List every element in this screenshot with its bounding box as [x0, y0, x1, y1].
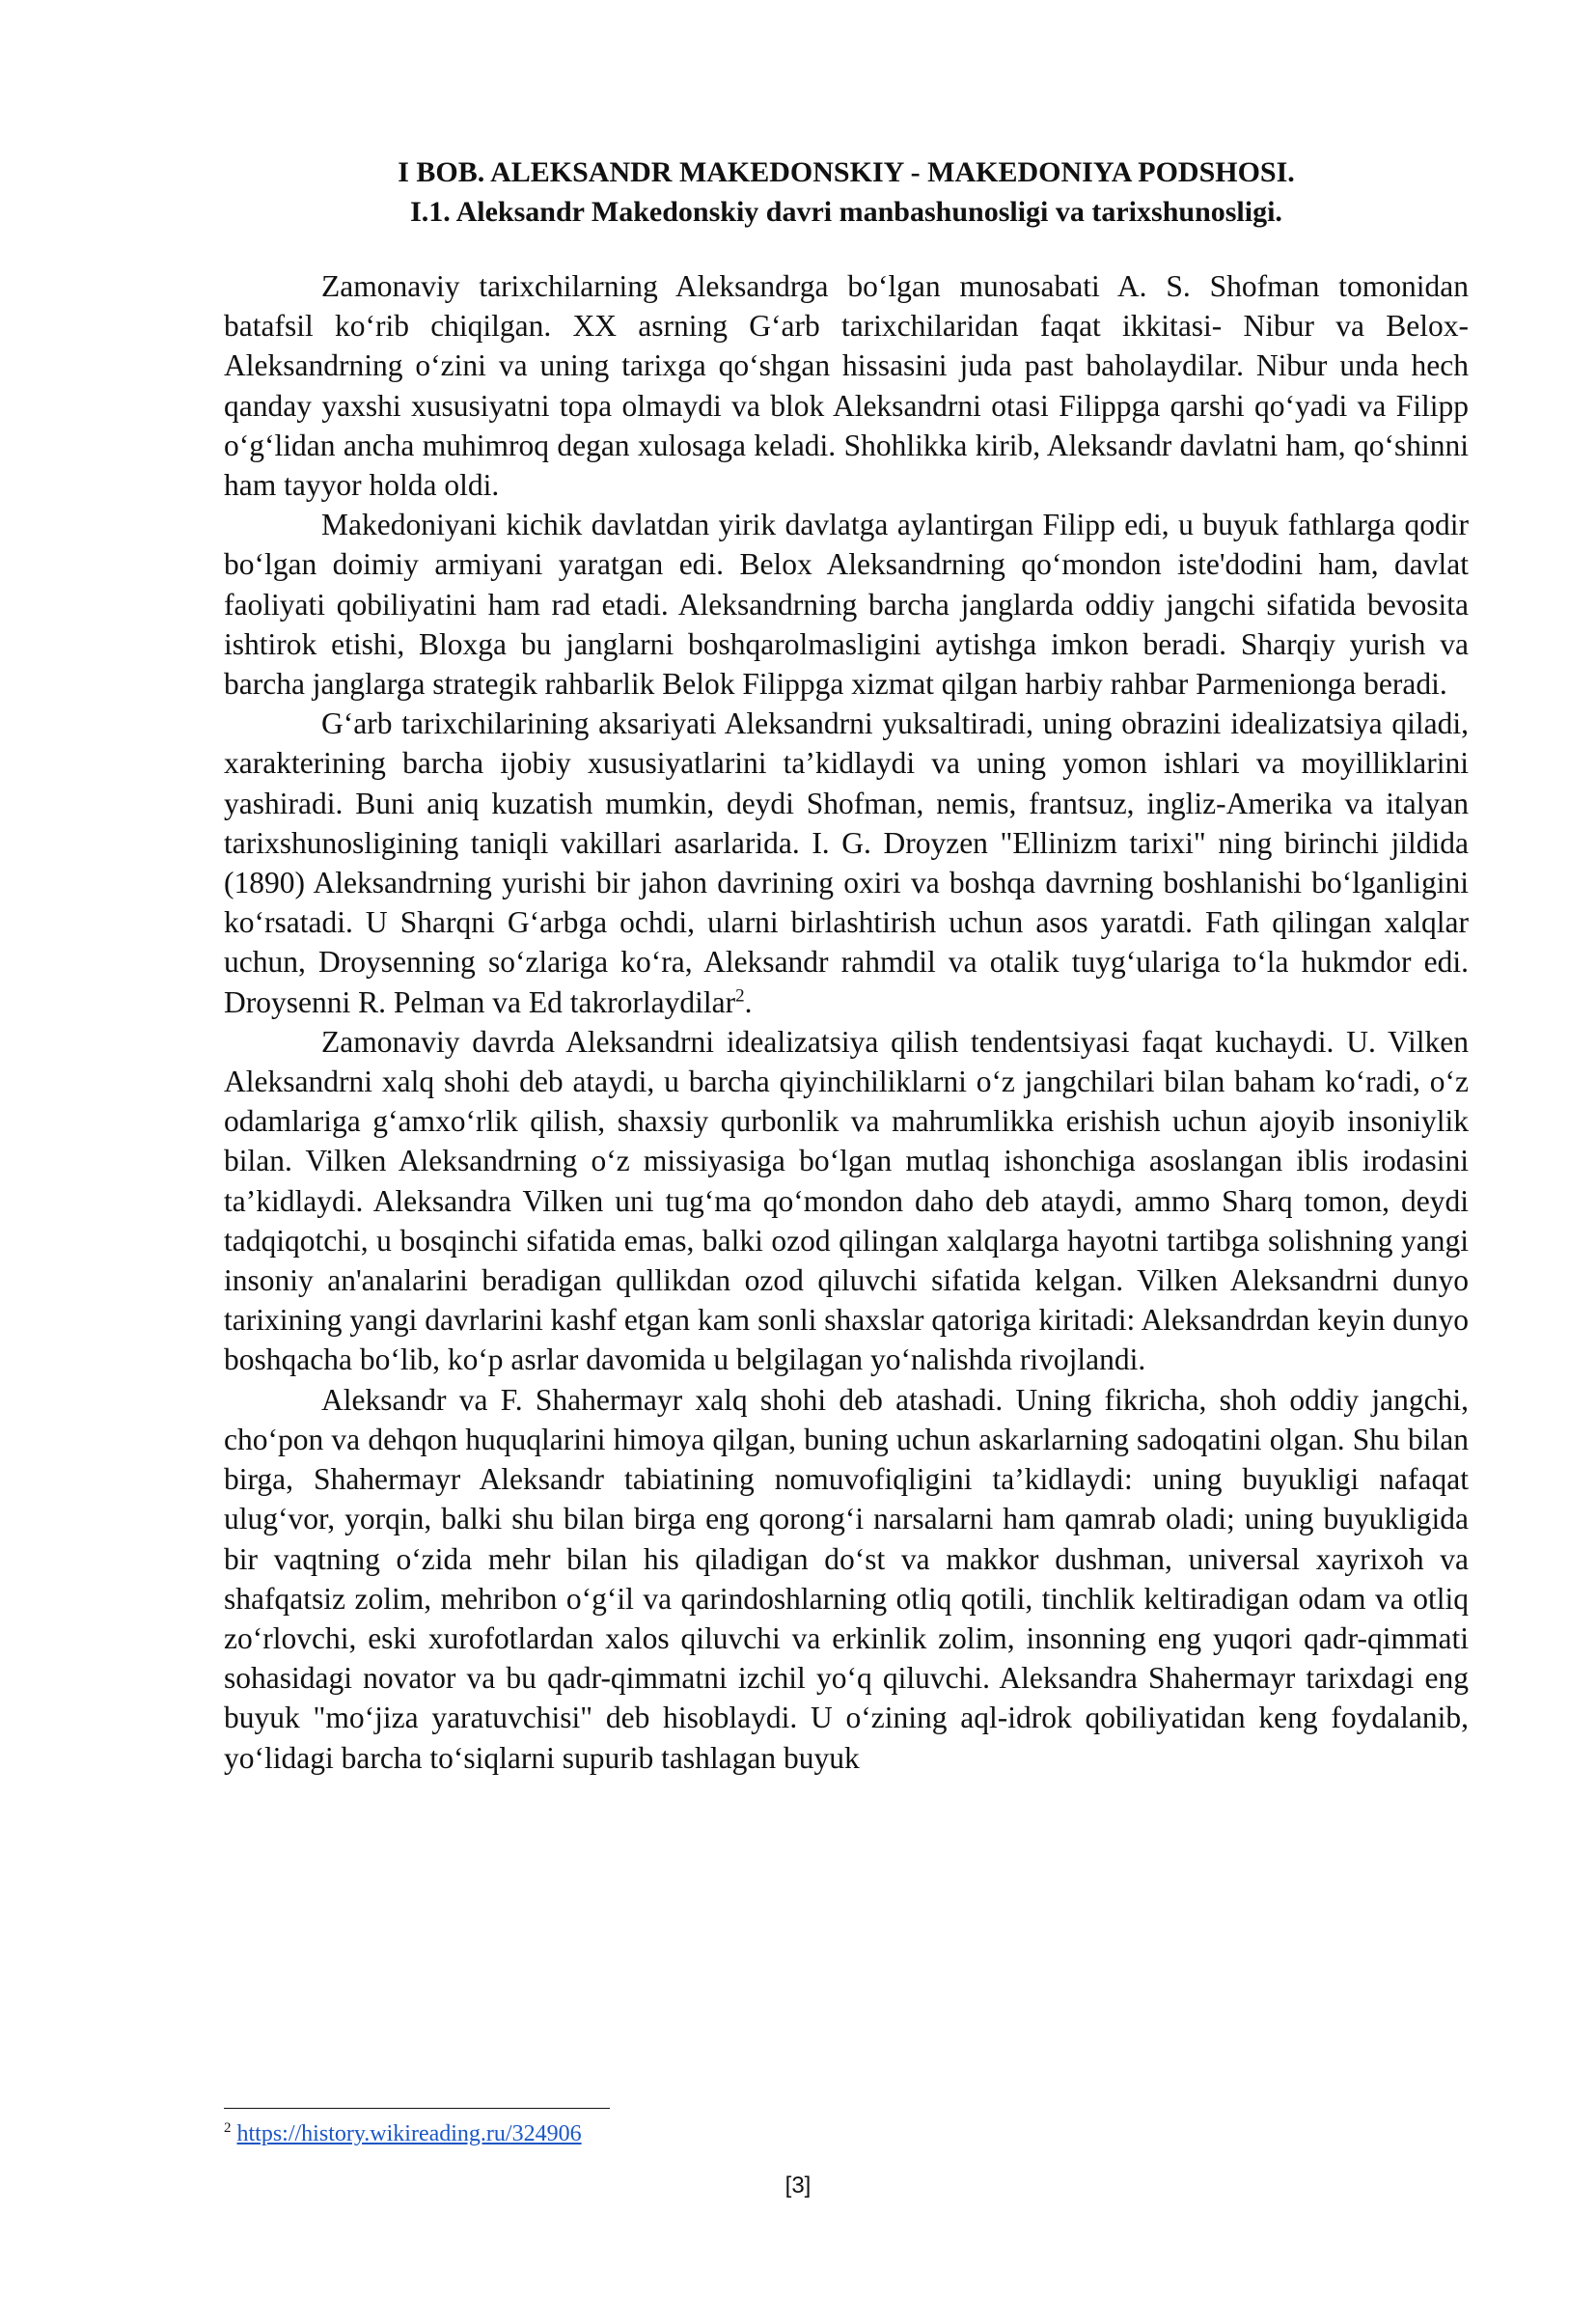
footnote-link[interactable]: https://history.wikireading.ru/324906 — [236, 2121, 582, 2146]
page-number: [3] — [784, 2172, 812, 2199]
footnote-reference[interactable]: 2 — [735, 985, 745, 1007]
footnote — [224, 2119, 582, 2148]
paragraph-2: Makedoniyani kichik davlatdan yirik davlatga aylantirgan Filipp edi, u buyuk fathlarga qodir bo‘lgan doimiy armiyani yaratgan edi. Belox Aleksandrning qo‘mondon iste'dodini ham, davlat faoliyati qobiliyatini ham rad etadi. Aleksandrning barcha janglarda oddiy jangchi sifatida bevosita ishtirok etishi, Bloxga bu janglarni boshqarolmasligini aytishga imkon beradi. Sharqiy yurish va barcha janglarga strategik rahbarlik Belok Filippga xizmat qilgan harbiy rahbar Parmenionga beradi. — [224, 508, 1469, 702]
paragraph-3-end: . — [744, 984, 753, 1019]
paragraph-5: Aleksandr va F. Shahermayr xalq shohi deb atashadi. Uning fikricha, shoh oddiy jangchi, cho‘pon va dehqon huquqlarini himoya qilgan, buning uchun askarlarning sadoqatini olgan. Shu bilan birga, Shahermayr Aleksandr tabiatining nomuvofiqligini ta’kidlaydi: uning buyukligi nafaqat ulug‘vor, yorqin, balki shu bilan birga eng qorong‘i narsalarni ham qamrab oladi; uning buyukligida bir vaqtning o‘zida mehr bilan his qiladigan do‘st va makkor dushman, universal xayrixoh va shafqatsiz zolim, mehribon o‘g‘il va qarindoshlarning otliq qotili, tinchlik keltiradigan odam va otliq zo‘rlovchi, eski xurofotlardan xalos qiluvchi va erkinlik zolim, insonning eng yuqori qadr-qimmati sohasidagi novator va bu qadr-qimmatni izchil yo‘q qiluvchi. Aleksandra Shahermayr tarixdagi eng buyuk "mo‘jiza yaratuvchisi" deb hisoblaydi. U o‘zining aql-idrok qobiliyatidan keng foydalanib, yo‘lidagi barcha to‘siqlarni supurib tashlagan buyuk — [224, 1382, 1469, 1775]
body-text — [224, 266, 1469, 1778]
paragraph-3 — [224, 704, 1469, 1022]
paragraph-3-text: G‘arb tarixchilarining aksariyati Aleksandrni yuksaltiradi, uning obrazini idealizatsiya qiladi, xarakterining barcha ijobiy xususiyatlarini ta’kidlaydi va uning yomon ishlari va moyilliklarini yashiradi. Buni aniq kuzatish mumkin, deydi Shofman, nemis, frantsuz, ingliz-Amerika va italyan tarixshunosligining taniqli vakillari asarlarida. I. G. Droyzen "Ellinizm tarixi" ning birinchi jildida (1890) Aleksandrning yurishi bir jahon davrining oxiri va boshqa davrning boshlanishi bo‘lganligini ko‘rsatadi. U Sharqni G‘arbga ochdi, ularni birlashtirish uchun asos yaratdi. Fath qilingan xalqlar uchun, Droysenning so‘zlariga ko‘ra, Aleksandr rahmdil va otalik tuyg‘ulariga to‘la hukmdor edi. Droysenni R. Pelman va Ed takrorlaydilar — [224, 706, 1469, 1019]
footnote-separator — [224, 2108, 610, 2109]
footnote-number: 2 — [224, 2120, 232, 2136]
paragraph-1: Zamonaviy tarixchilarning Aleksandrga bo‘lgan munosabati A. S. Shofman tomonidan batafsil ko‘rib chiqilgan. XX asrning G‘arb tarixchilaridan faqat ikkitasi- Nibur va Belox-Aleksandrning o‘zini va uning tarixga qo‘shgan hissasini juda past baholaydilar. Nibur unda hech qanday yaxshi xususiyatni topa olmaydi va blok Aleksandrni otasi Filippga qarshi qo‘yadi va Filipp o‘g‘lidan ancha muhimroq degan xulosaga keladi. Shohlikka kirib, Aleksandr davlatni ham, qo‘shinni ham tayyor holda oldi. — [224, 269, 1469, 503]
chapter-heading — [224, 152, 1469, 232]
chapter-title: I BOB. ALEKSANDR MAKEDONSKIY - MAKEDONIYA PODSHOSI. — [398, 156, 1295, 188]
section-title: I.1. Aleksandr Makedonskiy davri manbashunosligi va tarixshunosligi. — [410, 196, 1282, 228]
paragraph-4: Zamonaviy davrda Aleksandrni idealizatsiya qilish tendentsiyasi faqat kuchaydi. U. Vilken Aleksandrni xalq shohi deb ataydi, u barcha qiyinchiliklarni o‘z jangchilari bilan baham ko‘radi, o‘z odamlariga g‘amxo‘rlik qilish, shaxsiy qurbonlik va mahrumlikka erishish uchun ajoyib insoniylik bilan. Vilken Aleksandrning o‘z missiyasiga bo‘lgan mutlaq ishonchiga asoslangan iblis irodasini ta’kidlaydi. Aleksandra Vilken uni tug‘ma qo‘mondon daho deb ataydi, ammo Sharq tomon, deydi tadqiqotchi, u bosqinchi sifatida emas, balki ozod qilingan xalqlarga hayotni tartibga solishning yangi insoniy an'analarini beradigan qullikdan ozod qiluvchi sifatida kelgan. Vilken Aleksandrni dunyo tarixining yangi davrlarini kashf etgan kam sonli shaxslar qatoriga kiritadi: Aleksandrdan keyin dunyo boshqacha bo‘lib, ko‘p asrlar davomida u belgilagan yo‘nalishda rivojlandi. — [224, 1024, 1469, 1377]
